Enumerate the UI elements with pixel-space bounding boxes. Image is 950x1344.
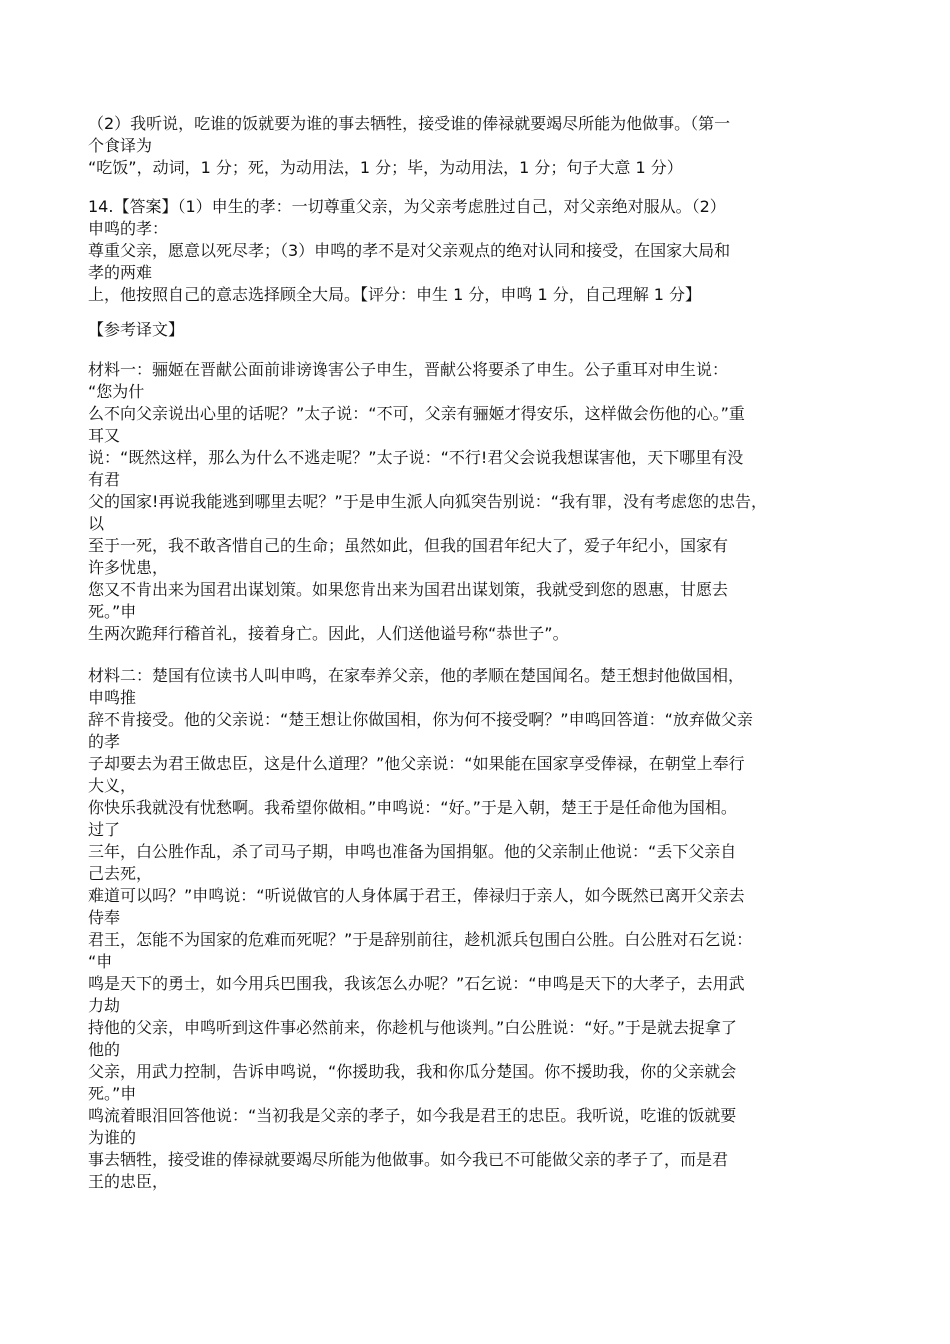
answer-14 [88,196,878,306]
text-line: 他的 [88,1040,121,1059]
text-line: 个食译为 [88,136,153,155]
text-line: 己去死， [88,864,153,883]
text-line: “吃饭”，动词，1 分；死，为动用法，1 分；毕，为动用法，1 分；句子大意 1 分） [88,158,683,177]
material-1 [88,359,878,645]
text-line: 耳又 [88,426,121,445]
text-line: 为谁的 [88,1128,137,1147]
text-line: 侍奉 [88,908,121,927]
text-line: 君王，怎能不为国家的危难而死呢？”于是辞别前往，趁机派兵包围白公胜。白公胜对石乞说： [88,930,753,949]
text-line: 材料二：楚国有位读书人叫申鸣，在家奉养父亲，他的孝顺在楚国闻名。楚王想封他做国相， [88,666,745,685]
text-line: 说：“既然这样，那么为什么不逃走呢？”太子说：“不行!君父会说我想谋害他，天下哪里有没 [88,448,744,467]
text-line: 持他的父亲，申鸣听到这件事必然前来，你趁机与他谈判。”白公胜说：“好。”于是就去捉拿了 [88,1018,737,1037]
text-line: 子却要去为君王做忠臣，这是什么道理？”他父亲说：“如果能在国家享受俸禄，在朝堂上奉行 [88,754,745,773]
text-line: 过了 [88,820,121,839]
text-line: 辞不肯接受。他的父亲说：“楚王想让你做国相，你为何不接受啊？”申鸣回答道：“放弃做父亲 [88,710,753,729]
text-line: 你快乐我就没有忧愁啊。我希望你做相。”申鸣说：“好。”于是入朝，楚王于是任命他为国相。 [88,798,737,817]
text-line: “申 [88,952,113,971]
text-line: 上，他按照自己的意志选择顾全大局。【评分：申生 1 分，申鸣 1 分，自己理解 1 分】 [88,285,702,304]
section-heading: 【参考译文】 [88,320,185,339]
text-line: 以 [88,514,105,533]
text-line: 事去牺牲，接受谁的俸禄就要竭尽所能为他做事。如今我已不可能做父亲的孝子了，而是君 [88,1150,729,1169]
text-line: 生两次跪拜行稽首礼，接着身亡。因此，人们送他谥号称“恭世子”。 [88,624,569,643]
text-line: 的孝 [88,732,121,751]
text-line: 死。”申 [88,602,137,621]
text-line: 么不向父亲说出心里的话呢？”太子说：“不可，父亲有骊姬才得安乐，这样做会伤他的心。”重 [88,404,745,423]
text-line: 力劫 [88,996,121,1015]
text-line: 父亲，用武力控制，告诉申鸣说，“你援助我，我和你瓜分楚国。你不援助我，你的父亲就会 [88,1062,737,1081]
text-line: 父的国家!再说我能逃到哪里去呢？”于是申生派人向狐突告别说：“我有罪，没有考虑您的忠告， [88,492,767,511]
text-line: 有君 [88,470,121,489]
text-line: 难道可以吗？”申鸣说：“听说做官的人身体属于君王，俸禄归于亲人，如今既然已离开父亲去 [88,886,745,905]
text-line: 孝的两难 [88,263,153,282]
text-line: 材料一：骊姬在晋献公面前诽谤谗害公子申生，晋献公将要杀了申生。公子重耳对申生说： [88,360,729,379]
text-line: 尊重父亲，愿意以死尽孝；（3）申鸣的孝不是对父亲观点的绝对认同和接受，在国家大局和 [88,241,731,260]
text-line: 14.【答案】（1）申生的孝：一切尊重父亲，为父亲考虑胜过自己，对父亲绝对服从。（2） [88,197,726,216]
text-line: 至于一死，我不敢吝惜自己的生命；虽然如此，但我的国君年纪大了，爱子年纪小，国家有 [88,536,729,555]
text-line: 死。”申 [88,1084,137,1103]
answer-13-part2 [88,113,878,179]
translation-heading [88,319,878,341]
text-line: 三年，白公胜作乱，杀了司马子期，申鸣也准备为国捐躯。他的父亲制止他说：“丢下父亲自 [88,842,737,861]
text-line: 您又不肯出来为国君出谋划策。如果您肯出来为国君出谋划策，我就受到您的恩惠，甘愿去 [88,580,729,599]
text-line: 许多忧患， [88,558,169,577]
material-2 [88,665,878,1193]
text-line: “您为什 [88,382,145,401]
text-line: 申鸣推 [88,688,137,707]
text-line: 鸣是天下的勇士，如今用兵巴围我，我该怎么办呢？”石乞说：“申鸣是天下的大孝子，去用武 [88,974,745,993]
text-line: （2）我听说，吃谁的饭就要为谁的事去牺牲，接受谁的俸禄就要竭尽所能为他做事。（第一 [88,114,731,133]
text-line: 鸣流着眼泪回答他说：“当初我是父亲的孝子，如今我是君王的忠臣。我听说，吃谁的饭就要 [88,1106,737,1125]
text-line: 申鸣的孝： [88,219,169,238]
text-line: 王的忠臣， [88,1172,169,1191]
text-line: 大义， [88,776,137,795]
